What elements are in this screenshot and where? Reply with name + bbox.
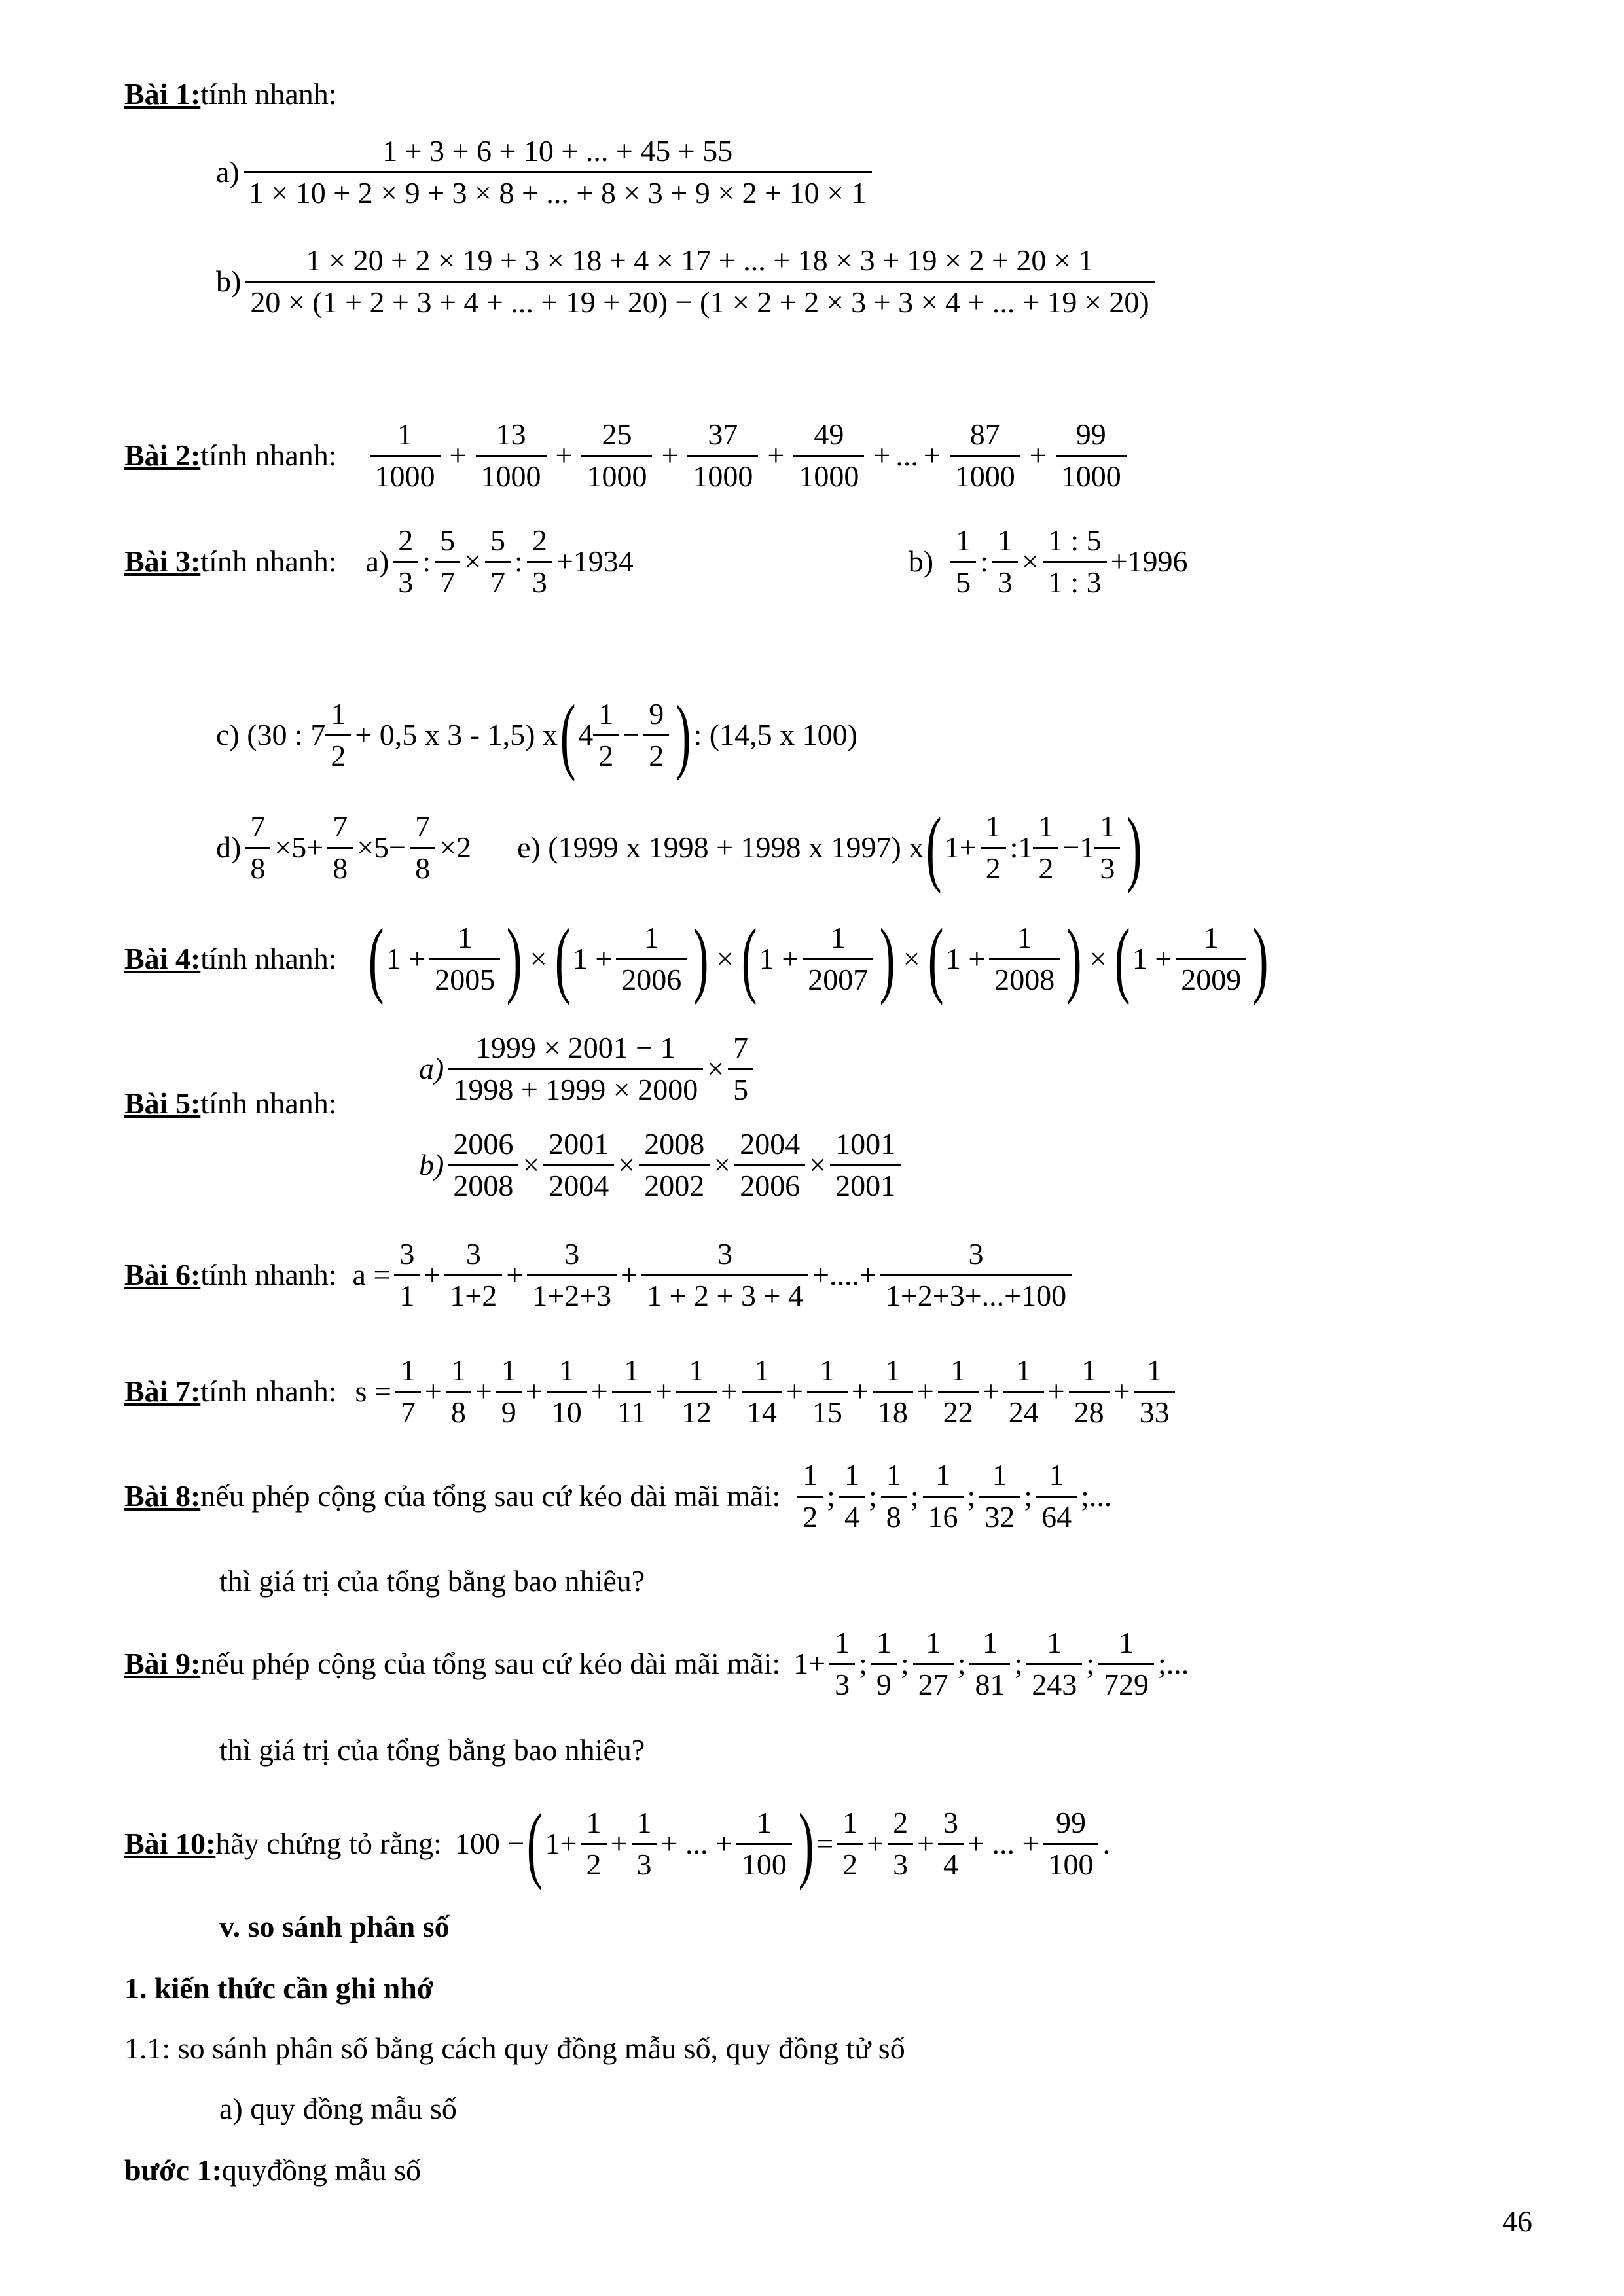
bai5-b-label: b) xyxy=(419,1147,444,1181)
bai10-title: hãy chứng tỏ rằng: xyxy=(215,1826,442,1860)
bai3-c-tail: : (14,5 x 100) xyxy=(693,717,857,751)
denominator: 81 xyxy=(969,1663,1010,1702)
numerator: 25 xyxy=(602,418,632,451)
one-term: 1+ xyxy=(545,1826,577,1860)
ellipsis: ;... xyxy=(1158,1646,1189,1680)
denominator: 27 xyxy=(913,1663,954,1702)
bai9-question xyxy=(219,1733,645,1768)
denominator: 32 xyxy=(979,1496,1020,1535)
bai10: Bài 10: hãy chứng tỏ rằng: 100 − ( 1+ $\frac{1}{2}$ + $\frac{1}{3}$ + ... + $\frac{1}{100}$ ) = $\frac{1}{2}$ + $\frac{2}{3}$ + $\frac{3}{4}$ + ... + $\frac{99}{100}$ . xyxy=(124,1797,1110,1891)
bai3-c-four: 4 xyxy=(578,717,594,751)
lead-term: 100 − xyxy=(454,1826,525,1860)
denominator: 8 xyxy=(881,1496,907,1535)
plus-sign: + xyxy=(661,438,679,472)
bai1-b-denominator: 20 × (1 + 2 + 3 + 4 + ... + 19 + 20) − (1 × 2 + 2 × 3 + 3 × 4 + ... + 19 × 20) xyxy=(245,281,1154,320)
bai6: Bài 6: tính nhanh: a = $\frac{3}{1}$ + $\frac{3}{1+2}$ + $\frac{3}{1+2+3}$ + $\frac{3}{1 + 2 + 3 + 4}$ + .... + $\frac{3}{1+2+3+...+100}$ xyxy=(124,1237,1075,1314)
denominator: 11 xyxy=(612,1391,651,1430)
bai1-b xyxy=(216,243,1159,320)
bai1-b-label: b) xyxy=(216,264,242,298)
numerator: 1 xyxy=(397,418,413,451)
denominator: 16 xyxy=(923,1496,964,1535)
denominator: 12 xyxy=(676,1391,717,1430)
denominator: 10 xyxy=(547,1391,587,1430)
bai7-label: Bài 7: xyxy=(124,1374,201,1408)
denominator: 1 + 2 + 3 + 4 xyxy=(641,1274,808,1314)
denominator: 14 xyxy=(742,1391,782,1430)
bai1-title: tính nhanh: xyxy=(200,77,337,111)
bai3-title: tính nhanh: xyxy=(200,544,337,578)
page-number: 46 xyxy=(1502,2204,1532,2238)
period: . xyxy=(1102,1826,1110,1860)
numerator: 87 xyxy=(969,418,1000,451)
denominator: 8 xyxy=(446,1391,471,1430)
section-sub xyxy=(124,1971,433,2006)
section-sub-text: 1. kiến thức cần ghi nhớ xyxy=(124,1971,434,2005)
numerator: 13 xyxy=(496,418,526,451)
ellipsis: + ... + xyxy=(660,1826,732,1860)
bai3-b-label: b) xyxy=(908,544,934,578)
bai6-lhs: a = xyxy=(352,1257,391,1291)
bai9-title: nếu phép cộng của tổng sau cứ kéo dài mãi mãi: xyxy=(200,1646,781,1680)
bai1-b-fraction xyxy=(245,243,1154,320)
denominator: 3 xyxy=(829,1663,855,1702)
bai8-question xyxy=(219,1564,645,1599)
denominator: 15 xyxy=(807,1391,848,1430)
step-label: bước 1: xyxy=(124,2153,222,2187)
bai2-term xyxy=(793,418,864,494)
section-item-a xyxy=(219,2092,457,2126)
bai5-a-label: a) xyxy=(419,1051,444,1085)
denominator: 22 xyxy=(938,1391,979,1430)
bai9-label: Bài 9: xyxy=(124,1646,201,1680)
lead-term: 1+ xyxy=(793,1646,826,1680)
bai8-title: nếu phép cộng của tổng sau cứ kéo dài mãi mãi: xyxy=(200,1479,781,1513)
bai1-b-numerator: 1 × 20 + 2 × 19 + 3 × 18 + 4 × 17 + ... + 18 × 3 + 19 × 2 + 20 × 1 xyxy=(306,243,1094,277)
section-step xyxy=(124,2153,421,2188)
bai2-term xyxy=(687,418,758,494)
bai5-heading xyxy=(124,1086,337,1121)
denominator: 1000 xyxy=(1056,455,1127,494)
denominator: 64 xyxy=(1036,1496,1077,1535)
denominator: 1998 + 1999 × 2000 xyxy=(448,1068,703,1107)
numerator: 99 xyxy=(1075,418,1106,451)
bai1-a-numerator: 1 + 3 + 6 + 10 + ... + 45 + 55 xyxy=(382,134,733,168)
bai3-c-label: c) (30 : 7 xyxy=(216,717,326,751)
denominator: 1+2+3+...+100 xyxy=(880,1274,1072,1314)
bai4: Bài 4: tính nhanh: ( 1 + $\frac{1}{2005}$ ) × ( 1 + $\frac{1}{2006}$ ) × ( 1 + $\frac{1}{2007}$ ) × ( 1 + $\frac{1}{2008}$ ) × ( 1 + $\frac{1}{2009}$ ) xyxy=(124,912,1269,1006)
denominator: 2007 xyxy=(803,958,873,997)
plus-sign: + xyxy=(923,438,941,472)
section-heading-text: v. so sánh phân số xyxy=(219,1910,450,1943)
denominator: 28 xyxy=(1069,1391,1110,1430)
ellipsis: ... xyxy=(895,438,918,472)
question-text: thì giá trị của tổng bằng bao nhiêu? xyxy=(219,1733,645,1767)
bai10-label: Bài 10: xyxy=(124,1826,216,1860)
plus-sign: + xyxy=(1029,438,1047,472)
bai2-label: Bài 2: xyxy=(124,438,201,472)
bai3-label: Bài 3: xyxy=(124,544,201,578)
denominator: 2008 xyxy=(989,958,1060,997)
bai3-b-tail: +1996 xyxy=(1110,544,1188,578)
bai2-term xyxy=(1056,418,1127,494)
ellipsis: ;... xyxy=(1081,1479,1112,1513)
denominator: 1000 xyxy=(476,455,547,494)
numerator: 1999 × 2001 − 1 xyxy=(475,1031,676,1064)
section-heading xyxy=(219,1910,450,1945)
denominator: 2 xyxy=(797,1496,823,1535)
denominator: 1 xyxy=(394,1274,420,1314)
denominator: 9 xyxy=(496,1391,522,1430)
bai3-c: c) (30 : 7 $\frac{1}{2}$ + 0,5 x 3 - 1,5) x ( 4 $\frac{1}{2}$ − $\frac{9}{2}$ ) : (14,5 x 100) xyxy=(216,688,857,782)
bai1-a-fraction xyxy=(244,134,872,211)
bai8-label: Bài 8: xyxy=(124,1479,201,1513)
denominator: 1000 xyxy=(370,455,441,494)
denominator: 729 xyxy=(1098,1663,1154,1702)
step-text: quyđồng mẫu số xyxy=(221,2153,422,2187)
bai5-a: a) $\frac{1999 \times 2001 - 1}{1998 + 1999 \times 2000}$ × $\frac{7}{5}$ xyxy=(419,1031,757,1107)
denominator: 4 xyxy=(839,1496,865,1535)
bai2 xyxy=(124,418,1130,494)
plus-sign: + xyxy=(555,438,573,472)
bai3-a-label: a) xyxy=(365,544,389,578)
denominator: 2005 xyxy=(429,958,500,997)
plus-sign: + xyxy=(767,438,785,472)
bai2-term xyxy=(476,418,547,494)
numerator: 49 xyxy=(814,418,844,451)
item-a-text: a) quy đồng mẫu số xyxy=(219,2092,457,2125)
section-rule xyxy=(124,2032,905,2066)
bai3-de: d) $\frac{7}{8}$ ×5+ $\frac{7}{8}$ ×5− $\frac{7}{8}$ ×2 e) (1999 x 1998 + 1998 x 1997) x ( 1+ $\frac{1}{2}$ :1 $\frac{1}{2}$ −1 $\frac{1}{3}$ ) xyxy=(216,800,1142,895)
bai2-title: tính nhanh: xyxy=(200,438,337,472)
numerator: 37 xyxy=(708,418,738,451)
bai5-title: tính nhanh: xyxy=(200,1086,337,1120)
bai3-ab: Bài 3: tính nhanh: a) $\frac{2}{3}$ : $\frac{5}{7}$ × $\frac{5}{7}$ : $\frac{2}{3}$ +1934 b) $\frac{1}{5}$ : $\frac{1}{3}$ × $\frac{1 : 5}{1 : 3}$ +1996 xyxy=(124,524,1188,599)
denominator: 1+2 xyxy=(444,1274,502,1314)
plus-sign: + xyxy=(873,438,891,472)
denominator: 1000 xyxy=(950,455,1020,494)
denominator: 243 xyxy=(1026,1663,1082,1702)
bai3-d-label: d) xyxy=(216,830,242,864)
bai2-term xyxy=(950,418,1020,494)
denominator: 24 xyxy=(1003,1391,1044,1430)
bai2-term xyxy=(370,418,441,494)
bai4-title: tính nhanh: xyxy=(200,941,337,975)
bai1-a xyxy=(216,134,876,211)
bai5-label: Bài 5: xyxy=(124,1086,201,1120)
denominator: 1000 xyxy=(793,455,864,494)
denominator: 9 xyxy=(871,1663,897,1702)
rule-text: 1.1: so sánh phân số bằng cách quy đồng mẫu số, quy đồng tử số xyxy=(124,2032,905,2065)
ellipsis: .... xyxy=(829,1257,859,1291)
bai3-c-mid: + 0,5 x 3 - 1,5) x xyxy=(355,717,558,751)
bai1-a-label: a) xyxy=(216,154,240,188)
denominator: 2006 xyxy=(616,958,687,997)
denominator: 33 xyxy=(1134,1391,1175,1430)
denominator: 1+2+3 xyxy=(527,1274,617,1314)
denominator: 1000 xyxy=(687,455,758,494)
bai6-title: tính nhanh: xyxy=(200,1257,337,1291)
bai7-lhs: s = xyxy=(355,1374,391,1408)
bai6-label: Bài 6: xyxy=(124,1257,201,1291)
denominator: 7 xyxy=(395,1391,421,1430)
bai7-title: tính nhanh: xyxy=(200,1374,337,1408)
denominator: 1000 xyxy=(581,455,652,494)
plus-sign: + xyxy=(449,438,467,472)
bai9: Bài 9: nếu phép cộng của tổng sau cứ kéo dài mãi mãi: 1+ $\frac{1}{3}$ ; $\frac{1}{9}$ ; $\frac{1}{27}$ ; $\frac{1}{81}$ ; $\frac{1}{243}$ ; $\frac{1}{729}$ ;... xyxy=(124,1626,1189,1701)
denominator: 18 xyxy=(873,1391,913,1430)
bai5-b: b) $\frac{2006}{2008}$ × $\frac{2001}{2004}$ × $\frac{2008}{2002}$ × $\frac{2004}{2006}$ × $\frac{1001}{2001}$ xyxy=(419,1127,905,1204)
question-text: thì giá trị của tổng bằng bao nhiêu? xyxy=(219,1564,645,1598)
bai8: Bài 8: nếu phép cộng của tổng sau cứ kéo dài mãi mãi: $\frac{1}{2}$ ; $\frac{1}{4}$ ; $\frac{1}{8}$ ; $\frac{1}{16}$ ; $\frac{1}{32}$ ; $\frac{1}{64}$ ;... xyxy=(124,1458,1112,1534)
bai1-a-denominator: 1 × 10 + 2 × 9 + 3 × 8 + ... + 8 × 3 + 9 × 2 + 10 × 1 xyxy=(244,171,872,211)
bai2-term xyxy=(581,418,652,494)
bai3-e-label: e) (1999 x 1998 + 1998 x 1997) x xyxy=(517,830,924,864)
bai1-heading xyxy=(124,77,337,112)
bai3-a-tail: +1934 xyxy=(556,544,634,578)
bai1-label: Bài 1: xyxy=(124,77,201,111)
bai7: Bài 7: tính nhanh: s = $\frac{1}{7}$ + $\frac{1}{8}$ + $\frac{1}{9}$ + $\frac{1}{10}$ + $\frac{1}{11}$ + $\frac{1}{12}$ + $\frac{1}{14}$ + $\frac{1}{15}$ + $\frac{1}{18}$ + $\frac{1}{22}$ + $\frac{1}{24}$ + $\frac{1}{28}$ + $\frac{1}{33}$ xyxy=(124,1354,1179,1430)
bai4-label: Bài 4: xyxy=(124,941,201,975)
denominator: 2009 xyxy=(1176,958,1246,997)
